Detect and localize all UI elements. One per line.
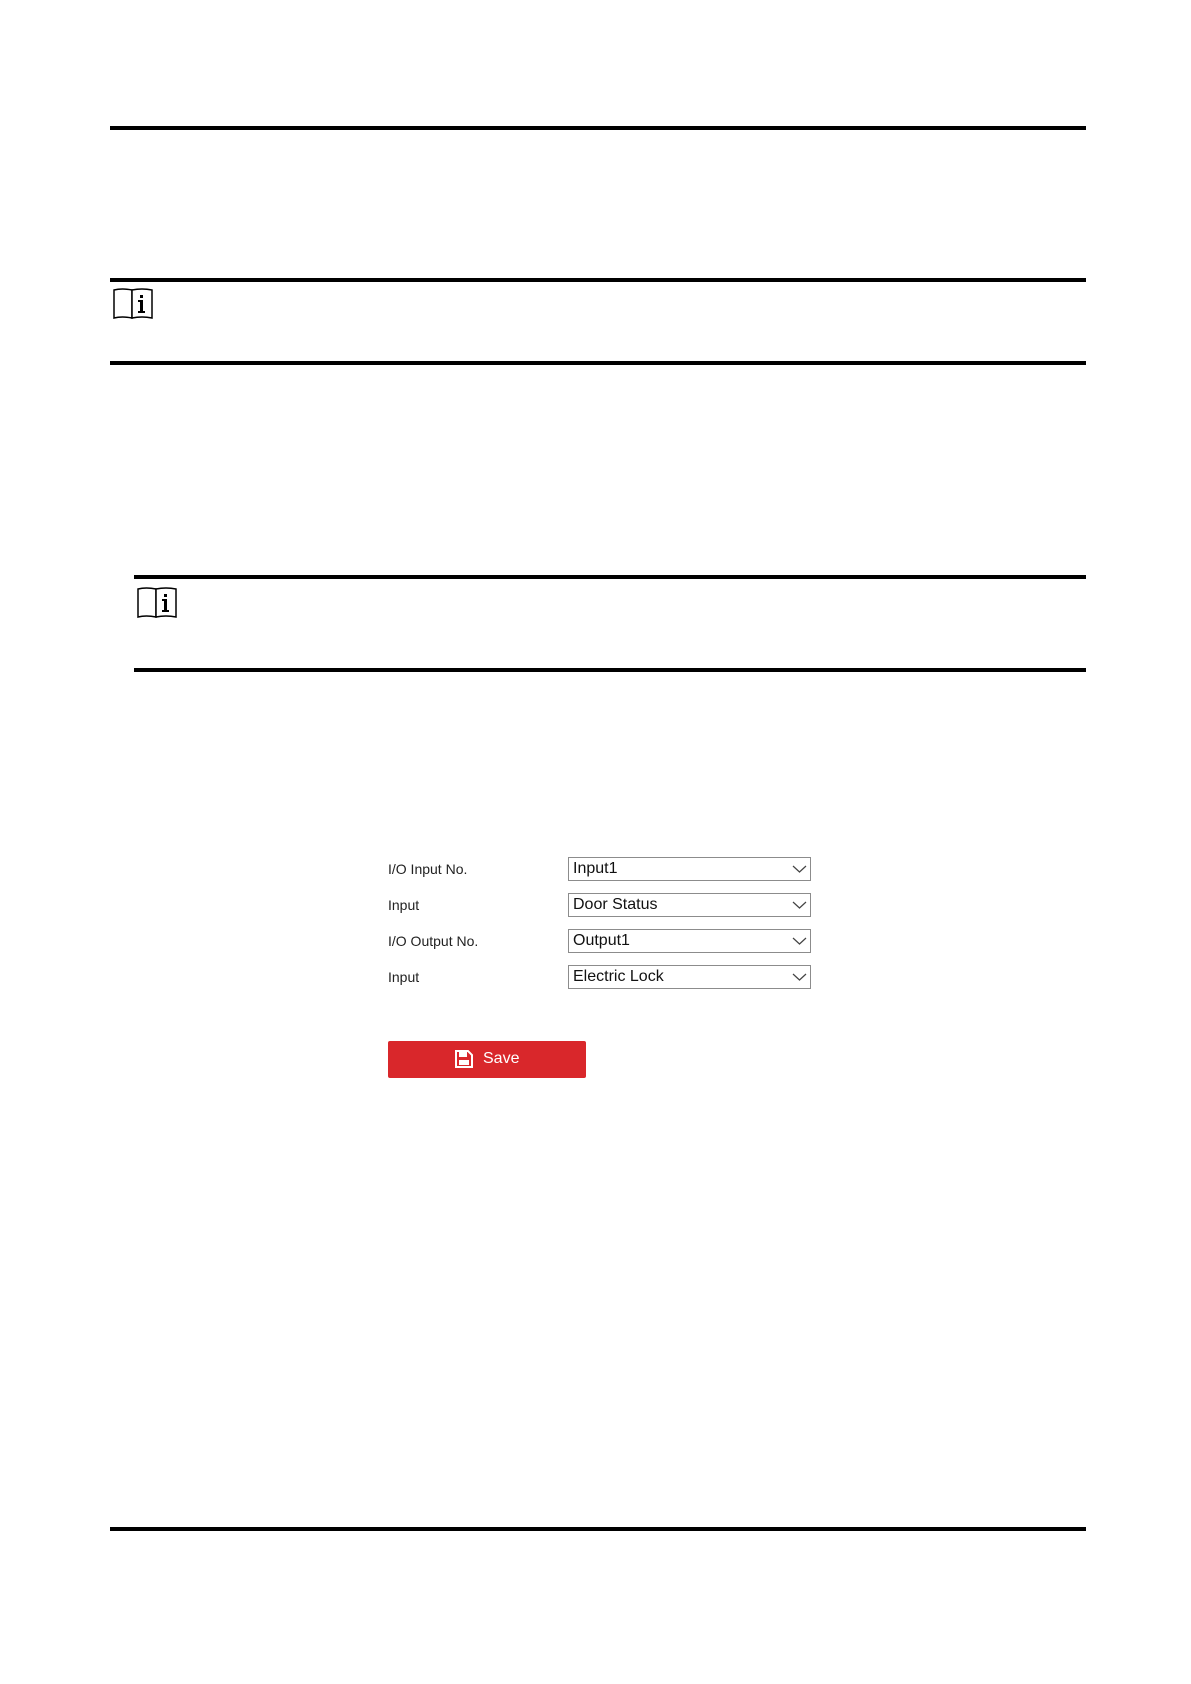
- chevron-down-icon: [792, 935, 807, 947]
- io-input-no-value: Input1: [573, 860, 618, 877]
- floppy-disk-icon: [455, 1050, 473, 1068]
- io-input-no-label: I/O Input No.: [388, 861, 468, 877]
- note-bottom-rule: [110, 361, 1086, 365]
- input-type-label: Input: [388, 897, 420, 913]
- io-output-no-row: [388, 929, 813, 954]
- input-type-value: Door Status: [573, 896, 658, 913]
- note-top-rule: [134, 575, 1086, 579]
- input-type-row: [388, 893, 813, 918]
- io-output-no-select[interactable]: [568, 929, 811, 953]
- io-input-no-row: [388, 857, 813, 882]
- chevron-down-icon: [792, 971, 807, 983]
- note-top-rule: [110, 278, 1086, 282]
- io-output-no-label: I/O Output No.: [388, 933, 479, 949]
- input-type-select[interactable]: [568, 893, 811, 917]
- save-button[interactable]: [388, 1041, 586, 1078]
- output-type-select[interactable]: [568, 965, 811, 989]
- chevron-down-icon: [792, 899, 807, 911]
- io-input-no-select[interactable]: [568, 857, 811, 881]
- note-bottom-rule: [134, 668, 1086, 672]
- io-output-no-value: Output1: [573, 932, 630, 949]
- output-type-label: Input: [388, 969, 420, 985]
- chevron-down-icon: [792, 863, 807, 875]
- footer-rule: [110, 1527, 1086, 1531]
- save-button-label: Save: [483, 1050, 520, 1067]
- note-book-info-icon: [136, 585, 178, 619]
- output-type-value: Electric Lock: [573, 968, 664, 985]
- note-book-info-icon: [112, 286, 154, 320]
- output-type-row: [388, 965, 813, 990]
- header-rule: [110, 126, 1086, 130]
